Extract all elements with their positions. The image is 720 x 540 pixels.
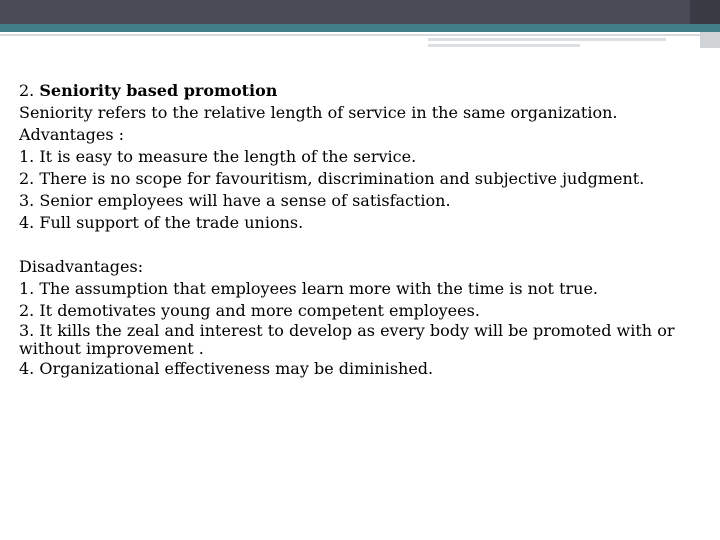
advantage-item: 3. Senior employees will have a sense of satisfaction. — [19, 191, 451, 210]
advantage-item: 2. There is no scope for favouritism, discrimination and subjective judgment. — [19, 169, 645, 188]
header-accent-line-long — [428, 38, 666, 41]
header-dark-bar-right — [690, 0, 720, 24]
definition-text: Seniority refers to the relative length of service in the same organization. — [19, 103, 618, 122]
disadvantage-item: 3. It kills the zeal and interest to develop as every body will be promoted with or without improvement . — [19, 321, 675, 358]
header-teal-bar — [0, 24, 720, 32]
header-dark-bar — [0, 0, 720, 24]
heading-title: Seniority based promotion — [39, 81, 278, 100]
header-accent-block — [700, 32, 720, 48]
disadvantage-item: 4. Organizational effectiveness may be diminished. — [19, 359, 434, 378]
advantages-label: Advantages : — [19, 125, 125, 144]
disadvantage-item: 2. It demotivates young and more competent employees. — [19, 301, 480, 320]
advantage-item: 4. Full support of the trade unions. — [19, 213, 304, 232]
disadvantage-item: 1. The assumption that employees learn more with the time is not true. — [19, 279, 598, 298]
slide-heading — [19, 80, 709, 102]
header-accent-line-short — [428, 44, 580, 47]
header-divider-line — [0, 34, 720, 36]
section-spacer — [19, 234, 709, 256]
heading-number: 2. — [19, 81, 35, 100]
advantage-item: 1. It is easy to measure the length of the service. — [19, 147, 417, 166]
slide-body — [19, 80, 709, 380]
disadvantages-label: Disadvantages: — [19, 257, 144, 276]
